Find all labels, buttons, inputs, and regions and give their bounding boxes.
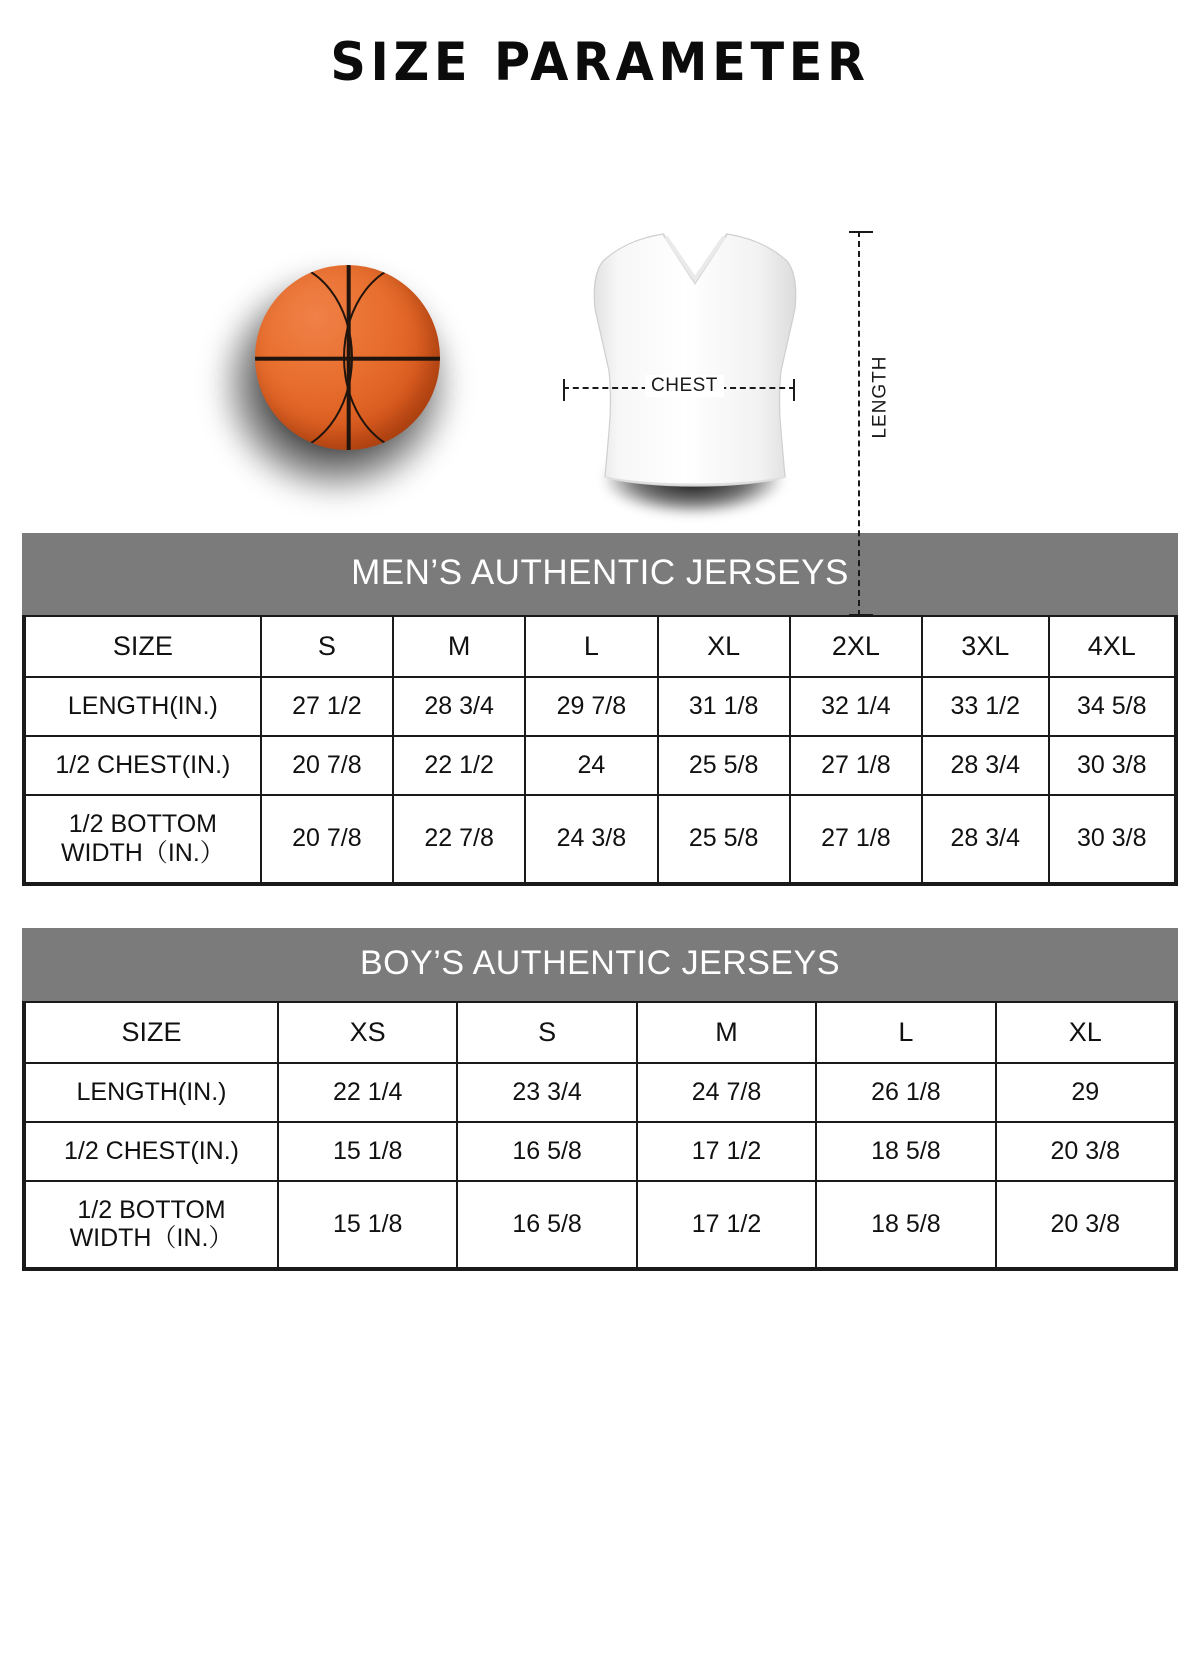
cell-bottom-2xl: 27 1/8 [790,795,922,883]
col-header-xl: XL [996,1002,1175,1063]
cell-chest-3xl: 28 3/4 [922,736,1049,795]
cell-bottom-xs: 15 1/8 [278,1181,457,1269]
cell-chest-s: 16 5/8 [457,1122,636,1181]
col-header-m: M [393,616,525,677]
row-label-line2: WIDTH（IN.） [60,838,225,867]
cell-length-xl: 29 [996,1063,1175,1122]
cell-length-3xl: 33 1/2 [922,677,1049,736]
row-label-line1: 1/2 BOTTOM [68,810,217,838]
cell-bottom-xl: 20 3/8 [996,1181,1175,1269]
row-label-line2: WIDTH（IN.） [69,1224,234,1253]
row-label-half-chest: 1/2 CHEST(IN.) [25,1122,278,1181]
cell-bottom-l: 18 5/8 [816,1181,995,1269]
table-row [25,1122,1175,1181]
cell-chest-2xl: 27 1/8 [790,736,922,795]
basketball-icon [210,253,470,513]
table-row [25,616,1175,677]
cell-length-xs: 22 1/4 [278,1063,457,1122]
col-header-s: S [457,1002,636,1063]
cell-chest-xs: 15 1/8 [278,1122,457,1181]
cell-bottom-m: 17 1/2 [637,1181,816,1269]
col-header-m: M [637,1002,816,1063]
cell-chest-4xl: 30 3/8 [1049,736,1176,795]
cell-chest-xl: 25 5/8 [658,736,790,795]
cell-length-l: 29 7/8 [525,677,657,736]
row-label-line1: 1/2 BOTTOM [77,1195,226,1224]
table-row [25,1181,1175,1269]
cell-bottom-l: 24 3/8 [525,795,657,883]
cell-length-2xl: 32 1/4 [790,677,922,736]
table-row [25,795,1175,883]
col-header-xs: XS [278,1002,457,1063]
table-row [25,1002,1175,1063]
row-label-half-chest: 1/2 CHEST(IN.) [25,736,261,795]
col-header-3xl: 3XL [922,616,1049,677]
mens-size-table-block [22,533,1178,886]
length-measure-line [858,231,861,616]
chest-measure-label: CHEST [645,375,724,397]
row-label-length: LENGTH(IN.) [25,677,261,736]
cell-length-l: 26 1/8 [816,1063,995,1122]
col-header-l: L [525,616,657,677]
col-header-xl: XL [658,616,790,677]
row-label-half-bottom-width [25,795,261,883]
col-header-size: SIZE [25,616,261,677]
col-header-l: L [816,1002,995,1063]
basketball-seam-curve-right [343,265,440,450]
boys-size-table [24,1001,1176,1270]
cell-chest-l: 24 [525,736,657,795]
cell-chest-s: 20 7/8 [261,736,393,795]
boys-table-header: BOY’S AUTHENTIC JERSEYS [22,928,1178,1001]
mens-size-table [24,615,1176,884]
cell-chest-m: 22 1/2 [393,736,525,795]
col-header-4xl: 4XL [1049,616,1176,677]
jersey-icon [545,231,845,493]
cell-bottom-m: 22 7/8 [393,795,525,883]
table-row [25,736,1175,795]
cell-length-xl: 31 1/8 [658,677,790,736]
jersey-illustration [545,103,845,523]
basketball-seam-curve-left [255,265,353,450]
illustration-area [0,103,1200,533]
table-row [25,1063,1175,1122]
mens-table-header: MEN’S AUTHENTIC JERSEYS [22,533,1178,615]
row-label-length: LENGTH(IN.) [25,1063,278,1122]
cell-length-4xl: 34 5/8 [1049,677,1176,736]
col-header-s: S [261,616,393,677]
cell-bottom-s: 16 5/8 [457,1181,636,1269]
basketball-sphere [255,265,440,450]
length-measure-label: LENGTH [867,349,895,444]
cell-bottom-4xl: 30 3/8 [1049,795,1176,883]
cell-bottom-xl: 25 5/8 [658,795,790,883]
cell-length-m: 28 3/4 [393,677,525,736]
cell-length-s: 23 3/4 [457,1063,636,1122]
page-title: SIZE PARAMETER [330,32,870,93]
col-header-size: SIZE [25,1002,278,1063]
cell-bottom-3xl: 28 3/4 [922,795,1049,883]
cell-chest-xl: 20 3/8 [996,1122,1175,1181]
cell-length-s: 27 1/2 [261,677,393,736]
cell-chest-m: 17 1/2 [637,1122,816,1181]
cell-chest-l: 18 5/8 [816,1122,995,1181]
cell-bottom-s: 20 7/8 [261,795,393,883]
cell-length-m: 24 7/8 [637,1063,816,1122]
row-label-half-bottom-width [25,1181,278,1269]
boys-size-table-block [22,928,1178,1272]
col-header-2xl: 2XL [790,616,922,677]
table-row [25,677,1175,736]
